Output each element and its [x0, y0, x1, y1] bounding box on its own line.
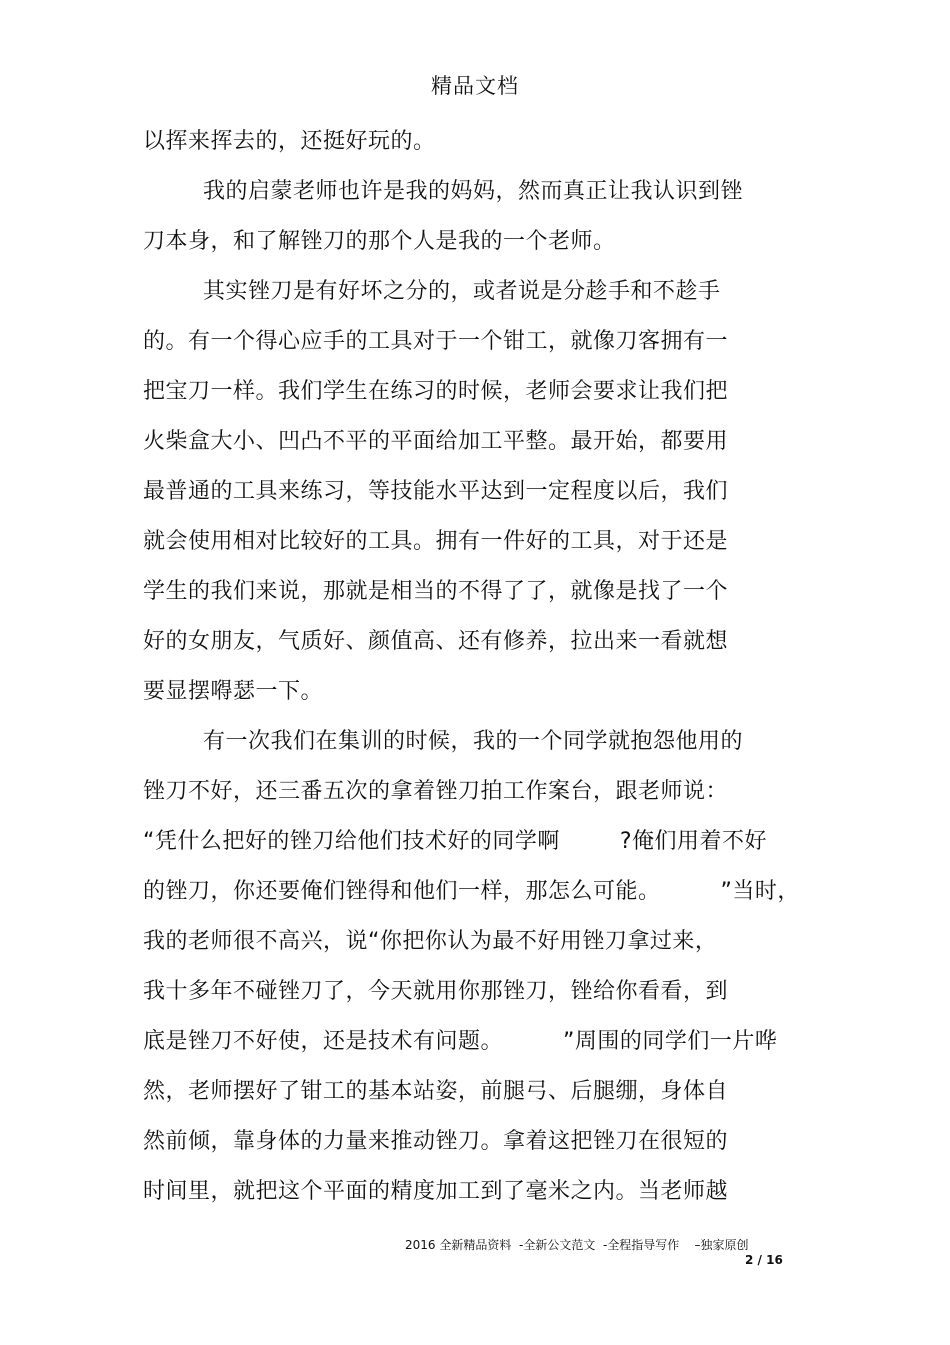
text-line: 就会使用相对比较好的工具。拥有一件好的工具，对于还是 — [143, 529, 729, 554]
text-line: 的。有一个得心应手的工具对于一个钳工，就像刀客拥有一 — [143, 329, 729, 354]
text-line: 其实锉刀是有好坏之分的，或者说是分趁手和不趁手 — [143, 279, 721, 304]
text-line: 锉刀不好，还三番五次的拿着锉刀拍工作案台，跟老师说： — [143, 779, 729, 804]
text-line: 底是锉刀不好使，还是技术有问题。 ”周围的同学们一片哗 — [143, 1029, 778, 1054]
text-line: 火柴盒大小、凹凸不平的平面给加工平整。最开始，都要用 — [143, 429, 729, 454]
text-line: 然，老师摆好了钳工的基本站姿，前腿弓、后腿绷，身体自 — [143, 1079, 729, 1104]
text-line: 时间里，就把这个平面的精度加工到了毫米之内。当老师越 — [143, 1179, 729, 1204]
text-line: 要显摆嘚瑟一下。 — [143, 679, 324, 704]
text-line: 好的女朋友，气质好、颜值高、还有修养，拉出来一看就想 — [143, 629, 729, 654]
footer-text: 2016 全新精品资料 -全新公文范文 -全程指导写作 –独家原创 — [405, 1238, 749, 1252]
text-line: 最普通的工具来练习，等技能水平达到一定程度以后，我们 — [143, 479, 729, 504]
text-line: 刀本身，和了解锉刀的那个人是我的一个老师。 — [143, 229, 616, 254]
text-line: 的锉刀，你还要俺们锉得和他们一样，那怎么可能。 ”当时， — [143, 879, 800, 904]
text-line: 我的老师很不高兴，说“你把你认为最不好用锉刀拿过来， — [143, 929, 718, 954]
text-line: 我的启蒙老师也许是我的妈妈，然而真正让我认识到锉 — [143, 179, 743, 204]
text-line: “凭什么把好的锉刀给他们技术好的同学啊 ?俺们用着不好 — [143, 829, 768, 854]
text-line: 学生的我们来说，那就是相当的不得了了，就像是找了一个 — [143, 579, 729, 604]
text-line: 以挥来挥去的，还挺好玩的。 — [143, 129, 436, 154]
text-line: 我十多年不碰锉刀了，今天就用你那锉刀，锉给你看看，到 — [143, 979, 729, 1004]
text-line: 把宝刀一样。我们学生在练习的时候，老师会要求让我们把 — [143, 379, 729, 404]
text-line: 然前倾，靠身体的力量来推动锉刀。拿着这把锉刀在很短的 — [143, 1129, 729, 1154]
page-header-title: 精品文档 — [431, 74, 519, 98]
text-line: 有一次我们在集训的时候，我的一个同学就抱怨他用的 — [143, 729, 743, 754]
page-number: 2 / 16 — [745, 1253, 783, 1267]
